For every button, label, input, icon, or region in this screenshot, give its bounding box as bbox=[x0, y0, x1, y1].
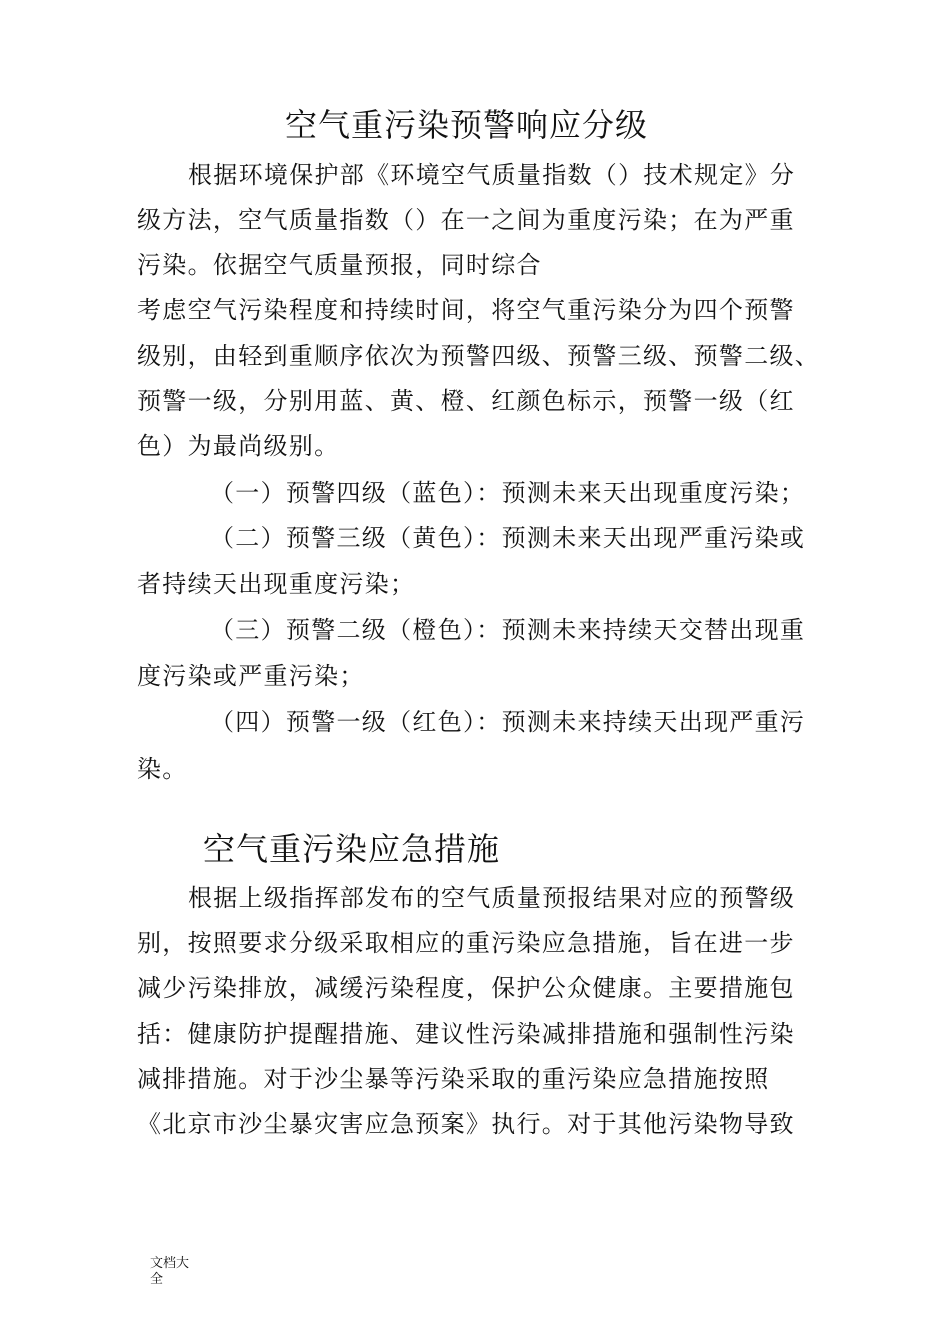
section2-title: 空气重污染应急措施 bbox=[203, 830, 501, 868]
warning-level-line: （二）预警三级（黄色）：预测未来天出现严重污染或 bbox=[210, 524, 806, 552]
footer-label: 文档大全 bbox=[150, 1256, 190, 1287]
paragraph-line: 根据环境保护部《环境空气质量指数（）技术规定》分 bbox=[188, 161, 796, 189]
paragraph-line: 染。 bbox=[137, 755, 188, 783]
paragraph-line: 根据上级指挥部发布的空气质量预报结果对应的预警级 bbox=[188, 884, 796, 912]
paragraph-line: 减排措施。对于沙尘暴等污染采取的重污染应急措施按照 bbox=[137, 1065, 770, 1093]
paragraph-line: 考虑空气污染程度和持续时间，将空气重污染分为四个预警 bbox=[137, 296, 795, 324]
paragraph-line: 别，按照要求分级采取相应的重污染应急措施，旨在进一步 bbox=[137, 929, 795, 957]
warning-level-line: （一）预警四级（蓝色）：预测未来天出现重度污染； bbox=[210, 479, 806, 507]
section1-title: 空气重污染预警响应分级 bbox=[285, 106, 649, 144]
paragraph-line: 《北京市沙尘暴灾害应急预案》执行。对于其他污染物导致 bbox=[137, 1110, 795, 1138]
warning-level-line: （三）预警二级（橙色）：预测未来持续天交替出现重 bbox=[210, 616, 806, 644]
paragraph-line: 级别，由轻到重顺序依次为预警四级、预警三级、预警二级、 bbox=[137, 342, 821, 370]
warning-level-line: （四）预警一级（红色）：预测未来持续天出现严重污 bbox=[210, 708, 806, 736]
paragraph-line: 者持续天出现重度污染； bbox=[137, 570, 416, 598]
paragraph-line: 减少污染排放，减缓污染程度，保护公众健康。主要措施包 bbox=[137, 974, 795, 1002]
paragraph-line: 级方法，空气质量指数（）在一之间为重度污染；在为严重 bbox=[137, 206, 795, 234]
paragraph-line: 度污染或严重污染； bbox=[137, 662, 365, 690]
paragraph-line: 预警一级，分别用蓝、黄、橙、红颜色标示，预警一级（红 bbox=[137, 387, 795, 415]
paragraph-line: 污染。依据空气质量预报，同时综合 bbox=[137, 251, 542, 279]
paragraph-line: 色）为最尚级别。 bbox=[137, 432, 340, 460]
paragraph-line: 括：健康防护提醒措施、建议性污染减排措施和强制性污染 bbox=[137, 1020, 795, 1048]
